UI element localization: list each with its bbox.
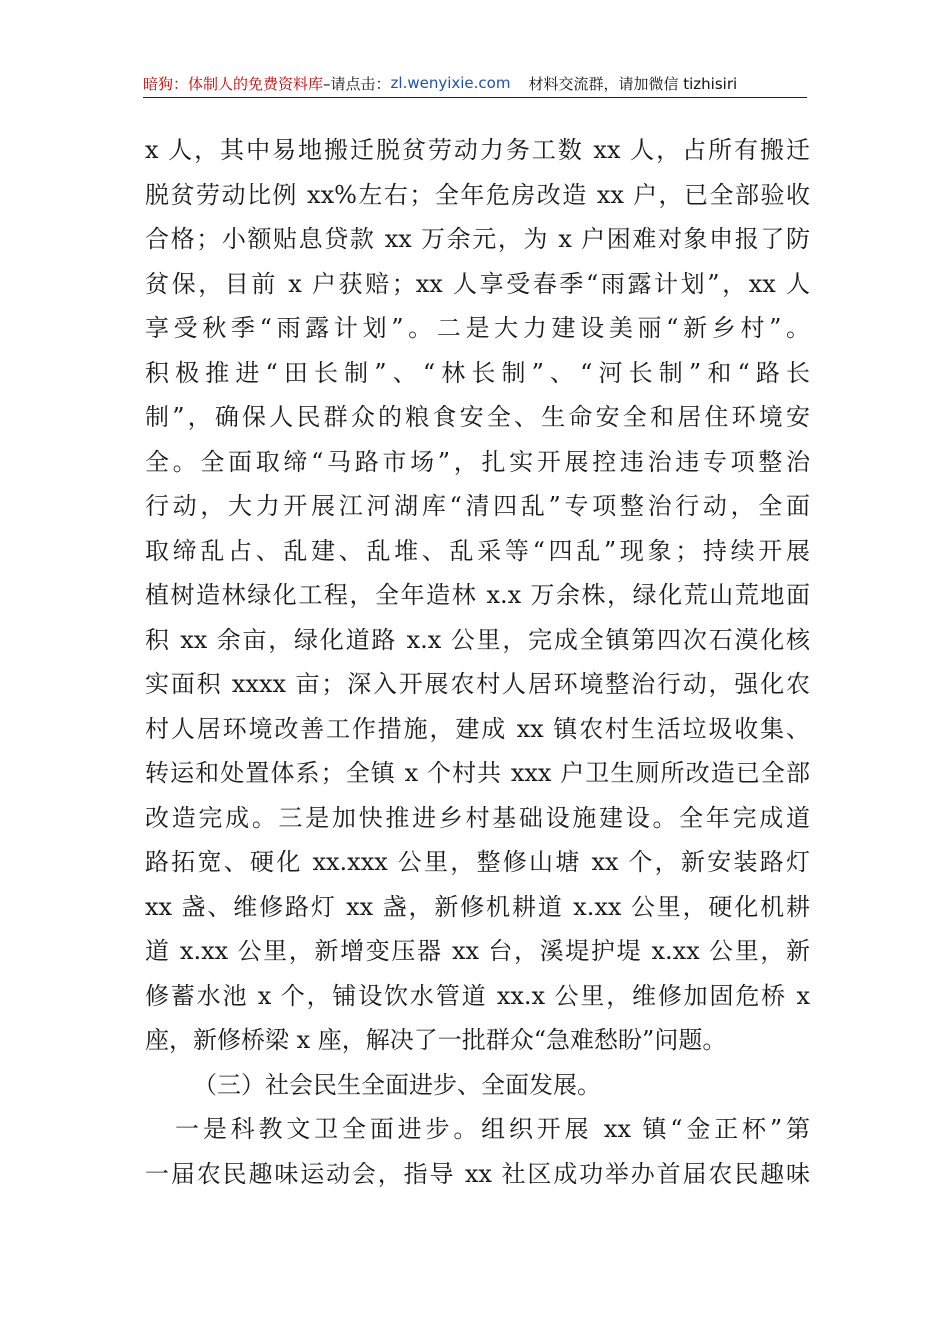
body-line: 脱贫劳动比例 xx%左右；全年危房改造 xx 户，已全部验收	[145, 180, 810, 209]
body-line: 享受秋季“雨露计划”。二是大力建设美丽“新乡村”。	[145, 314, 810, 342]
header-brand-text: 暗狗：体制人的免费资料库	[143, 74, 324, 93]
body-line: 一届农民趣味运动会，指导 xx 社区成功举办首届农民趣味	[145, 1159, 810, 1188]
watermark-header	[143, 70, 807, 96]
body-line: 积极推进“田长制”、“林长制”、“河长制”和“路长	[145, 358, 810, 387]
body-line: 实面积 xxxx 亩；深入开展农村人居环境整治行动，强化农	[145, 670, 810, 698]
section-heading: （三）社会民生全面进步、全面发展。	[193, 1070, 601, 1099]
body-line: 村人居环境改善工作措施，建成 xx 镇农村生活垃圾收集、	[145, 714, 810, 743]
body-line: 植树造林绿化工程，全年造林 x.x 万余株，绿化荒山荒地面	[145, 581, 810, 609]
body-line: 道 x.xx 公里，新增变压器 xx 台，溪堤护堤 x.xx 公里，新	[145, 937, 810, 965]
body-line: x 人，其中易地搬迁脱贫劳动力务工数 xx 人，占所有搬迁	[145, 136, 810, 164]
body-line: 行动，大力开展江河湖库“清四乱”专项整治行动，全面	[145, 492, 810, 520]
body-line: 贫保，目前 x 户获赔；xx 人享受春季“雨露计划”，xx 人	[145, 269, 810, 298]
document-body	[145, 128, 810, 1196]
body-line: xx 盏、维修路灯 xx 盏，新修机耕道 x.xx 公里，硬化机耕	[145, 892, 810, 921]
body-line: 改造完成。三是加快推进乡村基础设施建设。全年完成道	[145, 803, 810, 832]
header-url-link[interactable]: zl.wenyixie.com	[390, 74, 511, 92]
body-line: 转运和处置体系；全镇 x 个村共 xxx 户卫生厕所改造已全部	[145, 759, 810, 787]
body-line: 路拓宽、硬化 xx.xxx 公里，整修山塘 xx 个，新安装路灯	[145, 848, 810, 876]
header-divider	[143, 97, 807, 98]
header-group-text: 材料交流群，请加微信 tizhisiri	[528, 74, 738, 93]
body-line: 合格；小额贴息贷款 xx 万余元，为 x 户困难对象申报了防	[145, 225, 810, 253]
body-line: 座，新修桥梁 x 座，解决了一批群众“急难愁盼”问题。	[145, 1026, 727, 1054]
header-prompt-text: –请点击：	[323, 74, 391, 93]
body-line: 制”，确保人民群众的粮食安全、生命安全和居住环境安	[145, 403, 810, 431]
body-line: 一是科教文卫全面进步。组织开展 xx 镇“金正杯”第	[175, 1115, 810, 1143]
body-line: 积 xx 余亩，绿化道路 x.x 公里，完成全镇第四次石漠化核	[145, 625, 810, 654]
body-line: 修蓄水池 x 个，铺设饮水管道 xx.x 公里，维修加固危桥 x	[145, 981, 810, 1010]
body-line: 全。全面取缔“马路市场”，扎实开展控违治违专项整治	[145, 447, 810, 476]
body-line: 取缔乱占、乱建、乱堆、乱采等“四乱”现象；持续开展	[145, 536, 810, 565]
